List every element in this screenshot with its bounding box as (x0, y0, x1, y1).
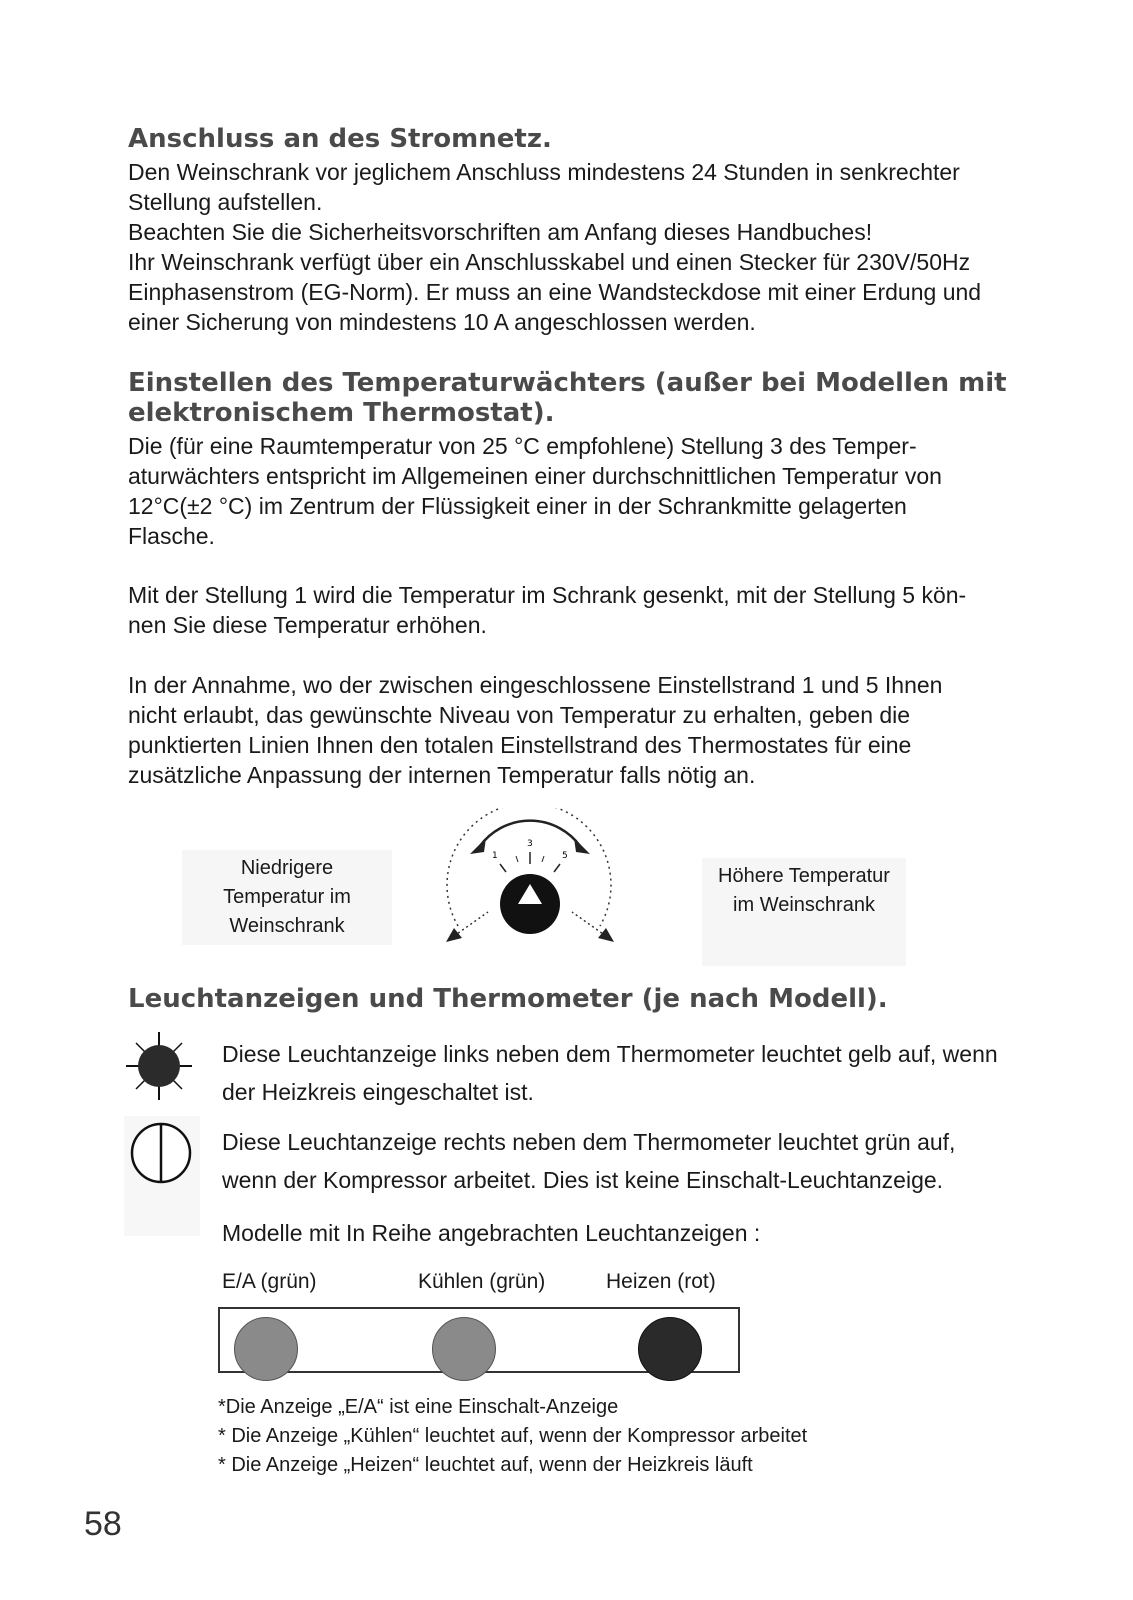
text-line: nicht erlaubt, das gewünschte Niveau von Temperatur zu erhalten, geben die (128, 702, 911, 728)
label-line: Weinschrank (229, 915, 345, 937)
text-line: punktierten Linien Ihnen den totalen Einstellstrand des Thermostates für eine (128, 732, 912, 758)
label-higher-temperature (702, 858, 906, 966)
indicator-lamp-panel (218, 1307, 740, 1373)
text-line: Ihr Weinschrank verfügt über ein Anschlusskabel und einen Stecker für 230V/50Hz (128, 249, 971, 275)
text-line: wenn der Kompressor arbeitet. Dies ist keine Einschalt-Leuchtanzeige. (222, 1167, 944, 1193)
text-line: zusätzliche Anpassung der internen Temperatur falls nötig an. (128, 762, 756, 788)
page-number: 58 (84, 1505, 122, 1543)
paragraph-stromnetz (128, 157, 1058, 337)
text-line: Einphasenstrom (EG-Norm). Er muss an eine Wandsteckdose mit einer Erdung und (128, 279, 982, 305)
lamp-ea (234, 1317, 298, 1381)
paragraph-temp-3 (128, 670, 1058, 790)
dial-mark-3: 3 (527, 839, 533, 849)
paragraph-temp-2 (128, 580, 1058, 640)
text-line: Mit der Stellung 1 wird die Temperatur im Schrank gesenkt, mit der Stellung 5 kön- (128, 582, 967, 608)
text-line: Diese Leuchtanzeige links neben dem Thermometer leuchtet gelb auf, wenn (222, 1041, 998, 1067)
text-line: In der Annahme, wo der zwischen eingeschlossene Einstellstrand 1 und 5 Ihnen (128, 672, 943, 698)
dial-mark-5: 5 (562, 851, 568, 861)
lamp-kuehlen (432, 1317, 496, 1381)
lamp-heizen (638, 1317, 702, 1381)
text-line: nen Sie diese Temperatur erhöhen. (128, 612, 487, 638)
power-lamp-icon (128, 1120, 194, 1186)
heading-line: elektronischem Thermostat). (128, 398, 555, 428)
models-in-row-text: Modelle mit In Reihe angebrachten Leuchtanzeigen : (222, 1220, 761, 1246)
label-line: Niedrigere (240, 857, 334, 879)
label-line: Temperatur im (223, 886, 351, 908)
lamp-label-ea: E/A (grün) (222, 1270, 317, 1293)
heading-stromnetz: Anschluss an des Stromnetz. (128, 124, 552, 154)
lamp-label-heizen: Heizen (rot) (606, 1270, 716, 1293)
text-line: Stellung aufstellen. (128, 189, 323, 215)
thermostat-dial-icon (440, 808, 620, 948)
text-line: Diese Leuchtanzeige rechts neben dem Thermometer leuchtet grün auf, (222, 1129, 956, 1155)
text-line: einer Sicherung von mindestens 10 A angeschlossen werden. (128, 309, 756, 335)
heading-leuchtanzeigen: Leuchtanzeigen und Thermometer (je nach Modell). (128, 984, 888, 1014)
text-line: Beachten Sie die Sicherheitsvorschriften am Anfang dieses Handbuches! (128, 219, 873, 245)
text-line: 12°C(±2 °C) im Zentrum der Flüssigkeit einer in der Schrankmitte gelagerten (128, 493, 907, 519)
lamp-label-kuehlen: Kühlen (grün) (418, 1270, 546, 1293)
footnote-ea: *Die Anzeige „E/A“ ist eine Einschalt-Anzeige (218, 1396, 619, 1418)
heading-temperaturwaechter (128, 368, 1007, 428)
label-line: Höhere Temperatur (718, 865, 890, 887)
text-line: Den Weinschrank vor jeglichem Anschluss mindestens 24 Stunden in senkrechter (128, 159, 960, 185)
indicator-compressor-description (222, 1123, 1062, 1199)
paragraph-temp-1 (128, 431, 1058, 551)
sun-lamp-icon (124, 1030, 194, 1102)
footnote-kuehlen: * Die Anzeige „Kühlen“ leuchtet auf, wenn der Kompressor arbeitet (218, 1425, 808, 1447)
text-line: Flasche. (128, 523, 215, 549)
text-line: Die (für eine Raumtemperatur von 25 °C empfohlene) Stellung 3 des Temper- (128, 433, 917, 459)
heading-line: Einstellen des Temperaturwächters (außer bei Modellen mit (128, 368, 1007, 398)
label-line: im Weinschrank (733, 894, 875, 916)
footnote-heizen: * Die Anzeige „Heizen“ leuchtet auf, wenn der Heizkreis läuft (218, 1454, 753, 1476)
text-line: der Heizkreis eingeschaltet ist. (222, 1079, 534, 1105)
dial-mark-1: 1 (492, 851, 498, 861)
indicator-heating-description (222, 1035, 1062, 1111)
label-lower-temperature (182, 850, 392, 945)
text-line: aturwächters entspricht im Allgemeinen einer durchschnittlichen Temperatur von (128, 463, 942, 489)
